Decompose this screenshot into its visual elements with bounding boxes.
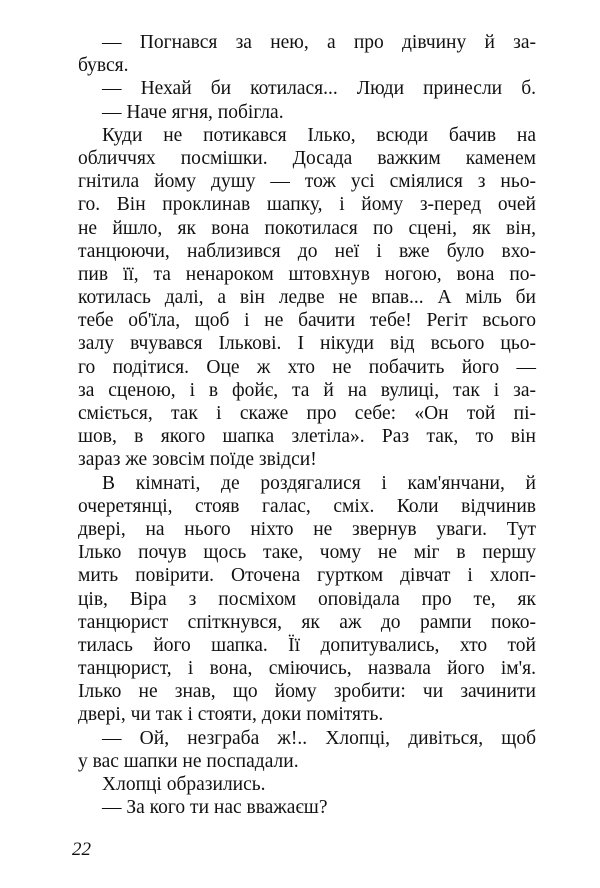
text-line: танцюючи, наблизився до неї і вже було вхо- — [78, 240, 536, 262]
text-line: очеретянці, стояв галас, сміх. Коли відчинив — [78, 495, 536, 517]
text-line: тилась його шапка. Її допитувались, хто той — [78, 634, 536, 656]
text-line: танцюрист спіткнувся, як аж до рампи поко- — [78, 611, 536, 633]
text-line: го. Він проклинав шапку, і йому з-перед очей — [78, 194, 536, 216]
text-line: — Нехай би котилася... Люди принесли б. — [102, 78, 536, 100]
text-line: котилась далі, а він ледве не впав... А міль би — [78, 287, 536, 309]
page-body-text — [78, 31, 536, 819]
text-line: тебе об'їла, щоб і не бачити тебе! Регіт всього — [78, 310, 536, 332]
text-line: двері, на нього ніхто не звернув уваги. Тут — [78, 518, 536, 540]
text-line: обличчях посмішки. Досада важким каменем — [78, 147, 536, 169]
text-line: Ілько не знав, що йому зробити: чи зачинити — [78, 681, 536, 703]
text-line: шов, в якого шапка злетіла». Раз так, то він — [78, 426, 536, 448]
text-line: — Ой, незграба ж!.. Хлопці, дивіться, щоб — [102, 727, 536, 749]
text-line: танцюрист, і вона, сміючись, назвала його ім'я. — [78, 658, 536, 680]
text-line: не йшло, як вона покотилася по сцені, як він, — [78, 217, 536, 239]
text-line: — Наче ягня, побігла. — [102, 101, 284, 123]
text-line: гнітила йому душу — тож усі сміялися з ньо- — [78, 171, 536, 193]
text-line: Хлопці образились. — [102, 774, 266, 795]
text-line: — Погнався за нею, а про дівчину й за- — [102, 32, 536, 53]
text-line: мить повірити. Оточена гуртком дівчат і хлоп- — [78, 565, 536, 587]
text-line: за сценою, і в фойє, та й на вулиці, так і за- — [78, 379, 536, 401]
text-line: Ілько почув щось таке, чому не міг в першу — [78, 542, 536, 564]
text-line: ців, Віра з посміхом оповідала про те, як — [78, 588, 536, 610]
text-line: двері, чи так і стояти, доки помітять. — [78, 704, 384, 726]
page-number: 22 — [72, 839, 91, 860]
text-line: го подітися. Оце ж хто не побачить його — — [78, 356, 536, 378]
text-line: зараз же зовсім поїде звідси! — [78, 449, 317, 471]
text-line: Куди не потикався Ілько, всюди бачив на — [102, 124, 536, 146]
text-line: пив її, та ненароком штовхнув ногою, вона по- — [78, 263, 536, 285]
text-line: В кімнаті, де роздягалися і кам'янчани, й — [102, 472, 536, 494]
text-line: у вас шапки не поспадали. — [78, 750, 299, 772]
text-line: — За кого ти нас вважаєш? — [102, 797, 328, 819]
text-line: бувся. — [78, 55, 129, 77]
text-line: сміється, так і скаже про себе: «Он той пі- — [78, 403, 536, 424]
text-line: залу вчувався Ількові. І нікуди від всього цьо- — [78, 333, 536, 355]
